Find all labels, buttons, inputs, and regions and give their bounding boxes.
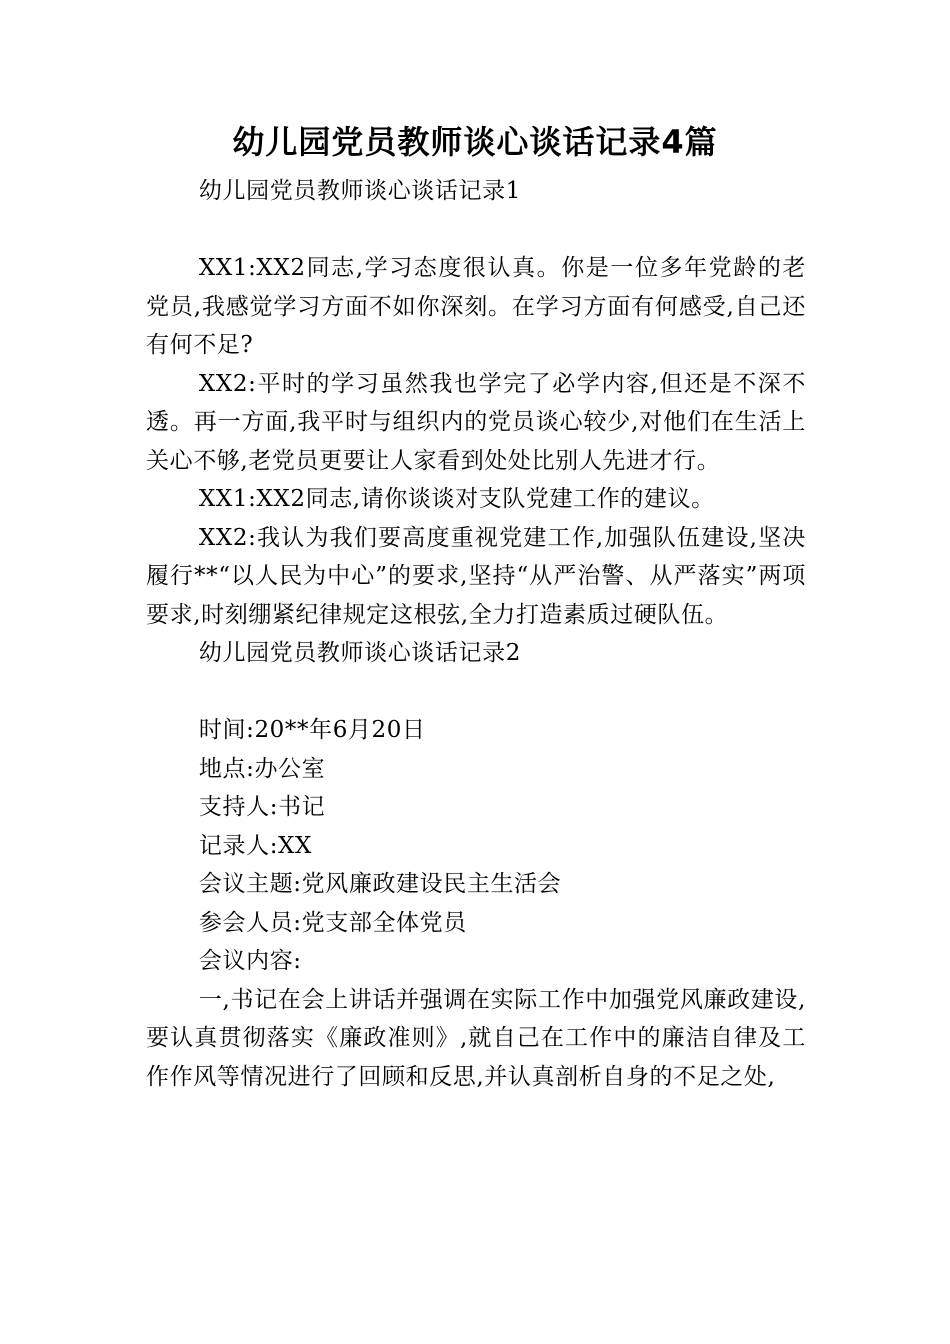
meeting-time: 时间:20**年6月20日	[198, 717, 426, 743]
dialogue-paragraph: XX2:平时的学习虽然我也学完了必学内容,但还是不深不透。再一方面,我平时与组织内的党员谈心较少,对他们在生活上关心不够,老党员更要让人家看到处处比别人先进才行。	[146, 370, 806, 474]
dialogue-paragraph: XX1:XX2同志,学习态度很认真。你是一位多年党龄的老党员,我感觉学习方面不如你深刻。在学习方面有何感受,自己还有何不足?	[146, 255, 806, 358]
document-body	[146, 172, 806, 1096]
section-1-heading: 幼儿园党员教师谈心谈话记录1	[198, 178, 521, 204]
meeting-content-paragraph: 一,书记在会上讲话并强调在实际工作中加强党风廉政建设,要认真贯彻落实《廉政准则》,就自己在工作中的廉洁自律及工作作风等情况进行了回顾和反思,并认真剖析自身的不足之处,	[146, 986, 806, 1090]
meeting-content-label: 会议内容:	[198, 948, 302, 974]
blank-line	[146, 673, 806, 712]
meeting-topic: 会议主题:党风廉政建设民主生活会	[198, 871, 562, 897]
dialogue-paragraph: XX1:XX2同志,请你谈谈对支队党建工作的建议。	[198, 486, 715, 512]
meeting-place: 地点:办公室	[198, 755, 326, 782]
meeting-recorder: 记录人:XX	[198, 832, 312, 859]
document-title: 幼儿园党员教师谈心谈话记录4篇	[232, 123, 718, 161]
section-2-heading: 幼儿园党员教师谈心谈话记录2	[198, 640, 521, 666]
meeting-attendees: 参会人员:党支部全体党员	[198, 909, 467, 936]
dialogue-paragraph: XX2:我认为我们要高度重视党建工作,加强队伍建设,坚决履行**“以人民为中心”的要求,坚持“从严治警、从严落实”两项要求,时刻绷紧纪律规定这根弦,全力打造素质过硬队伍。	[146, 524, 806, 628]
meeting-host: 支持人:书记	[198, 794, 326, 820]
blank-line	[146, 211, 806, 250]
